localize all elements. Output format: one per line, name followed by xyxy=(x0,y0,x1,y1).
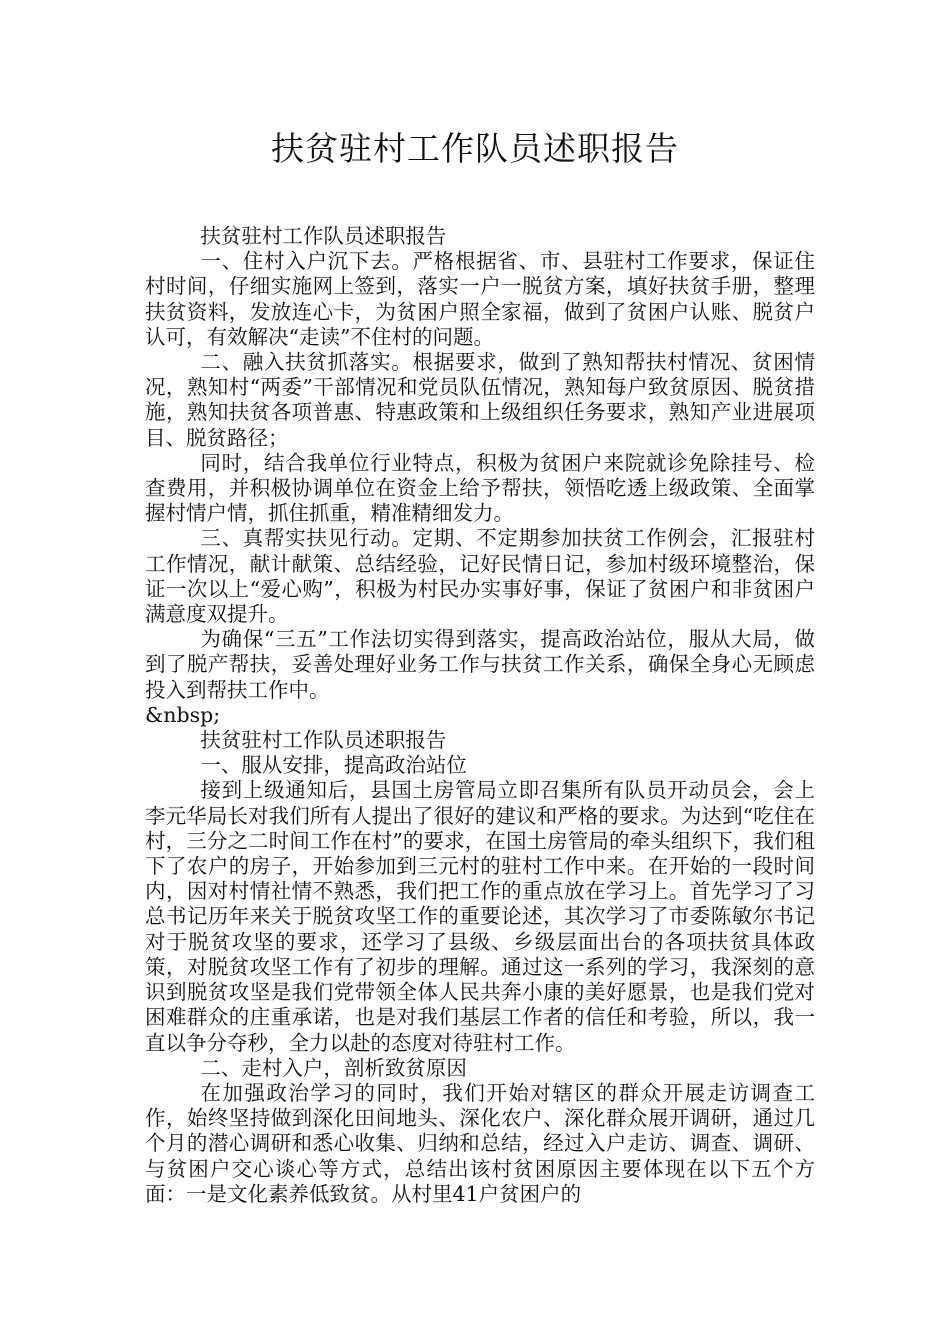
body-paragraph: 一、住村入户沉下去。严格根据省、市、县驻村工作要求，保证住村时间，仔细实施网上签到，落实一户一脱贫方案，填好扶贫手册，整理扶贫资料，发放连心卡，为贫困户照全家福，做到了贫困户认账、脱贫户认可，有效解决“走读”不住村的问题。 xyxy=(145,249,815,349)
subtitle-paragraph: 扶贫驻村工作队员述职报告 xyxy=(200,224,447,248)
body-paragraph: 在加强政治学习的同时，我们开始对辖区的群众开展走访调查工作，始终坚持做到深化田间地头、深化农户、深化群众展开调研，通过几个月的潜心调研和悉心收集、归纳和总结，经过入户走访、调查、调研、与贫困户交心谈心等方式，总结出该村贫困原因主要体现在以下五个方面：一是文化素养低致贫。从村里41户贫困户的 xyxy=(145,1080,815,1206)
stray-entity-text: &nbsp; xyxy=(145,702,221,727)
document-body xyxy=(145,224,815,1207)
body-paragraph: 二、融入扶贫抓落实。根据要求，做到了熟知帮扶村情况、贫困情况，熟知村“两委”干部情况和党员队伍情况，熟知每户致贫原因、脱贫措施，熟知扶贫各项普惠、特惠政策和上级组织任务要求，熟知产业进展项目、脱贫路径； xyxy=(145,350,815,450)
body-paragraph: 同时，结合我单位行业特点，积极为贫困户来院就诊免除挂号、检查费用，并积极协调单位在资金上给予帮扶，领悟吃透上级政策、全面掌握村情户情，抓住抓重，精准精细发力。 xyxy=(145,450,815,526)
body-paragraph: 为确保“三五”工作法切实得到落实，提高政治站位，服从大局，做到了脱产帮扶，妥善处理好业务工作与扶贫工作关系，确保全身心无顾虑投入到帮扶工作中。 xyxy=(145,627,815,702)
body-paragraph: 接到上级通知后，县国土房管局立即召集所有队员开动员会，会上李元华局长对我们所有人提出了很好的建议和严格的要求。为达到“吃住在村，三分之二时间工作在村”的要求，在国土房管局的牵头组织下，我们租下了农户的房子，开始参加到三元村的驻村工作中来。在开始的一段时间内，因对村情社情不熟悉，我们把工作的重点放在学习上。首先学习了习总书记历年来关于脱贫攻坚工作的重要论述，其次学习了市委陈敏尔书记对于脱贫攻坚的要求，还学习了县级、乡级层面出台的各项扶贫具体政策，对脱贫攻坚工作有了初步的理解。通过这一系列的学习，我深刻的意识到脱贫攻坚是我们党带领全体人民共奔小康的美好愿景，也是我们党对困难群众的庄重承诺，也是对我们基层工作者的信任和考验，所以，我一直以争分夺秒，全力以赴的态度对待驻村工作。 xyxy=(145,778,815,1055)
subtitle-paragraph: 扶贫驻村工作队员述职报告 xyxy=(200,728,447,753)
section-heading: 二、走村入户，剖析致贫原因 xyxy=(200,1055,467,1080)
body-paragraph: 三、真帮实扶见行动。定期、不定期参加扶贫工作例会，汇报驻村工作情况，献计献策、总结经验，记好民情日记，参加村级环境整治，保证一次以上“爱心购”，积极为村民办实事好事，保证了贫困户和非贫困户满意度双提升。 xyxy=(145,526,815,627)
document-title: 扶贫驻村工作队员述职报告 xyxy=(271,129,679,168)
section-heading: 一、服从安排，提高政治站位 xyxy=(200,753,467,778)
